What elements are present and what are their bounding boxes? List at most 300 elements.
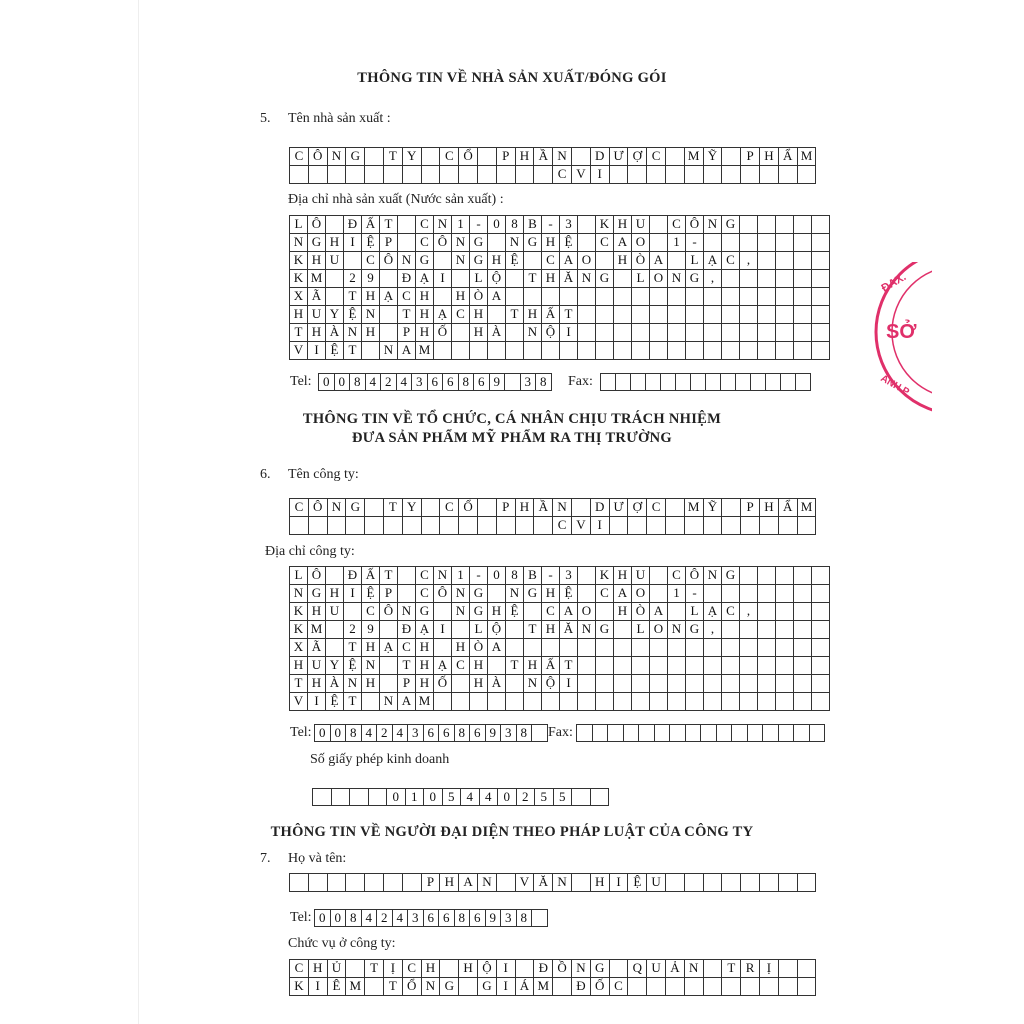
char-cell: N (379, 341, 398, 360)
char-cell (675, 373, 691, 391)
manufacturer-tel-grid (318, 373, 552, 391)
char-cell (684, 516, 704, 535)
full-name-label: Họ và tên: (288, 851, 347, 866)
char-cell: N (703, 566, 722, 585)
char-cell (757, 323, 776, 342)
char-cell (684, 873, 704, 892)
char-cell (439, 959, 459, 978)
char-cell: T (505, 305, 524, 324)
char-cell: Đ (397, 620, 416, 639)
char-cell (721, 323, 740, 342)
char-cell: Ệ (325, 341, 344, 360)
char-cell: Ồ (552, 959, 572, 978)
char-cell (577, 305, 596, 324)
char-cell (559, 287, 578, 306)
char-cell: C (721, 602, 740, 621)
char-cell: 1 (667, 584, 686, 603)
char-cell: H (415, 305, 434, 324)
char-cell: N (505, 233, 524, 252)
char-cell: 8 (349, 373, 366, 391)
char-cell: C (721, 251, 740, 270)
char-cell: 8 (505, 566, 524, 585)
char-cell (649, 638, 668, 657)
char-cell (797, 516, 817, 535)
char-cell (809, 724, 826, 742)
char-cell (631, 323, 650, 342)
char-cell: N (451, 233, 470, 252)
char-cell (646, 977, 666, 996)
char-cell: L (469, 620, 488, 639)
char-cell: B (523, 215, 542, 234)
char-cell (811, 584, 830, 603)
char-cell (703, 341, 722, 360)
char-cell (379, 323, 398, 342)
char-cell: T (523, 269, 542, 288)
char-cell: T (721, 959, 741, 978)
char-cell: N (361, 305, 380, 324)
char-cell: Ô (307, 215, 326, 234)
char-cell (364, 147, 384, 166)
char-cell: P (740, 147, 760, 166)
char-cell (739, 215, 758, 234)
char-cell: Ô (685, 566, 704, 585)
char-cell: 5 (534, 788, 554, 806)
char-cell: C (595, 233, 614, 252)
char-cell: 4 (361, 909, 378, 927)
char-cell (667, 323, 686, 342)
char-cell: H (487, 602, 506, 621)
char-cell (379, 305, 398, 324)
char-cell: N (421, 977, 441, 996)
char-cell (811, 341, 830, 360)
char-cell (665, 498, 685, 517)
char-cell (721, 165, 741, 184)
char-cell (721, 269, 740, 288)
char-cell: P (379, 584, 398, 603)
char-cell (649, 566, 668, 585)
char-cell (757, 215, 776, 234)
char-cell: 0 (386, 788, 406, 806)
char-cell: Ệ (361, 233, 380, 252)
char-cell (739, 656, 758, 675)
char-cell (541, 341, 560, 360)
char-cell (576, 724, 593, 742)
char-cell (811, 251, 830, 270)
char-cell: Đ (343, 215, 362, 234)
char-cell: H (590, 873, 610, 892)
char-cell (477, 147, 497, 166)
char-cell (703, 233, 722, 252)
char-cell (552, 977, 572, 996)
char-cell (325, 620, 344, 639)
char-cell (667, 305, 686, 324)
char-cell (312, 788, 332, 806)
char-cell: G (595, 620, 614, 639)
char-cell: Ă (559, 269, 578, 288)
char-cell (325, 566, 344, 585)
char-cell (421, 147, 441, 166)
char-cell (793, 323, 812, 342)
char-cell: 4 (479, 788, 499, 806)
char-cell: 8 (505, 215, 524, 234)
char-cell: H (759, 498, 779, 517)
char-cell: 1 (667, 233, 686, 252)
char-cell: N (451, 602, 470, 621)
char-cell: 9 (485, 724, 502, 742)
char-cell (685, 674, 704, 693)
char-cell: C (552, 516, 572, 535)
company-seal-fragment (862, 262, 932, 412)
char-cell: Ủ (327, 959, 347, 978)
char-cell (685, 656, 704, 675)
char-cell: Ă (533, 873, 553, 892)
char-cell (797, 165, 817, 184)
manufacturer-address-grid (289, 215, 830, 360)
char-cell: D (590, 147, 610, 166)
company-tel-label: Tel: (290, 725, 312, 740)
char-cell (397, 233, 416, 252)
char-cell (577, 215, 596, 234)
char-cell: H (415, 656, 434, 675)
business-license-grid (312, 788, 609, 806)
char-cell (439, 516, 459, 535)
char-cell: H (439, 873, 459, 892)
char-cell (379, 656, 398, 675)
char-cell: 8 (516, 724, 533, 742)
char-cell (345, 873, 365, 892)
char-cell (757, 692, 776, 711)
char-cell: , (739, 602, 758, 621)
char-cell: I (343, 233, 362, 252)
char-cell (458, 165, 478, 184)
char-cell: K (289, 620, 308, 639)
char-cell (703, 638, 722, 657)
char-cell: 6 (427, 373, 444, 391)
char-cell (703, 873, 723, 892)
char-cell: C (595, 584, 614, 603)
char-cell (505, 287, 524, 306)
char-cell (646, 516, 666, 535)
char-cell: 0 (330, 909, 347, 927)
char-cell (665, 873, 685, 892)
char-cell: V (571, 516, 591, 535)
char-cell (577, 656, 596, 675)
char-cell: M (307, 620, 326, 639)
char-cell: U (646, 873, 666, 892)
char-cell (778, 516, 798, 535)
char-cell: T (379, 566, 398, 585)
char-cell (571, 498, 591, 517)
char-cell (739, 584, 758, 603)
char-cell: 2 (376, 724, 393, 742)
char-cell (685, 341, 704, 360)
char-cell: À (325, 323, 344, 342)
char-cell: C (402, 959, 422, 978)
position-label: Chức vụ ở công ty: (288, 936, 396, 951)
char-cell (775, 287, 794, 306)
char-cell: T (379, 215, 398, 234)
char-cell (757, 251, 776, 270)
char-cell: G (477, 977, 497, 996)
char-cell (577, 341, 596, 360)
char-cell: N (703, 215, 722, 234)
char-cell (721, 692, 740, 711)
char-cell: A (559, 251, 578, 270)
char-cell (630, 373, 646, 391)
char-cell: G (307, 233, 326, 252)
char-cell: R (740, 959, 760, 978)
char-cell: Ộ (487, 620, 506, 639)
char-cell (646, 165, 666, 184)
char-cell: G (523, 584, 542, 603)
char-cell: I (307, 341, 326, 360)
char-cell: T (383, 498, 403, 517)
char-cell: G (469, 251, 488, 270)
char-cell (740, 873, 760, 892)
char-cell (577, 692, 596, 711)
char-cell: I (343, 584, 362, 603)
char-cell (811, 566, 830, 585)
heading-legal-representative: THÔNG TIN VỀ NGƯỜI ĐẠI DIỆN THEO PHÁP LUẬT CỦA CÔNG TY (270, 824, 754, 840)
char-cell (775, 215, 794, 234)
char-cell: 4 (460, 788, 480, 806)
char-cell: N (397, 602, 416, 621)
char-cell: C (289, 959, 309, 978)
char-cell: G (595, 269, 614, 288)
char-cell (775, 620, 794, 639)
char-cell (345, 959, 365, 978)
char-cell (649, 305, 668, 324)
char-cell (496, 165, 516, 184)
char-cell: N (361, 656, 380, 675)
char-cell: N (451, 584, 470, 603)
char-cell (811, 323, 830, 342)
char-cell: - (685, 233, 704, 252)
char-cell: H (361, 287, 380, 306)
char-cell: A (559, 602, 578, 621)
char-cell (703, 977, 723, 996)
char-cell: T (383, 147, 403, 166)
char-cell (793, 724, 810, 742)
char-cell: Á (515, 977, 535, 996)
char-cell (383, 165, 403, 184)
char-cell: Ầ (533, 147, 553, 166)
char-cell: G (307, 584, 326, 603)
char-cell: 3 (411, 373, 428, 391)
char-cell: C (646, 498, 666, 517)
char-cell (638, 724, 655, 742)
char-cell (660, 373, 676, 391)
char-cell (757, 305, 776, 324)
char-cell: H (308, 959, 328, 978)
char-cell: 6 (473, 373, 490, 391)
char-cell (793, 215, 812, 234)
char-cell (793, 287, 812, 306)
char-cell (289, 873, 309, 892)
char-cell (559, 341, 578, 360)
char-cell (703, 656, 722, 675)
char-cell (402, 873, 422, 892)
char-cell: L (469, 269, 488, 288)
char-cell (793, 584, 812, 603)
char-cell: 3 (559, 215, 578, 234)
char-cell: 9 (361, 269, 380, 288)
char-cell (793, 674, 812, 693)
char-cell: 8 (535, 373, 552, 391)
char-cell: 1 (451, 215, 470, 234)
char-cell (793, 341, 812, 360)
char-cell: L (631, 620, 650, 639)
char-cell: H (541, 233, 560, 252)
char-cell (595, 674, 614, 693)
char-cell: Y (402, 498, 422, 517)
char-cell (421, 165, 441, 184)
char-cell: H (469, 305, 488, 324)
char-cell (343, 602, 362, 621)
char-cell (325, 287, 344, 306)
char-cell: N (552, 147, 572, 166)
char-cell (667, 251, 686, 270)
char-cell (541, 287, 560, 306)
char-cell (649, 233, 668, 252)
char-cell: Ô (433, 584, 452, 603)
char-cell: Ư (609, 147, 629, 166)
char-cell: O (649, 620, 668, 639)
char-cell (595, 305, 614, 324)
char-cell (703, 959, 723, 978)
char-cell: - (685, 584, 704, 603)
char-cell: T (364, 959, 384, 978)
heading-manufacturer: THÔNG TIN VỀ NHÀ SẢN XUẤT/ĐÓNG GÓI (357, 70, 667, 86)
char-cell: C (439, 498, 459, 517)
char-cell (811, 638, 830, 657)
char-cell: 4 (396, 373, 413, 391)
char-cell: N (571, 959, 591, 978)
char-cell (577, 233, 596, 252)
char-cell: Y (325, 656, 344, 675)
char-cell (793, 602, 812, 621)
heading-responsible-line2: ĐƯA SẢN PHẨM MỸ PHẨM RA THỊ TRƯỜNG (352, 430, 672, 446)
char-cell (308, 516, 328, 535)
char-cell (627, 165, 647, 184)
char-cell (765, 373, 781, 391)
char-cell: G (345, 498, 365, 517)
char-cell (775, 251, 794, 270)
char-cell (505, 269, 524, 288)
char-cell (559, 638, 578, 657)
char-cell: Ô (308, 147, 328, 166)
char-cell: Ô (379, 602, 398, 621)
char-cell: Ố (590, 977, 610, 996)
char-cell: Ổ (458, 498, 478, 517)
char-cell: H (451, 638, 470, 657)
char-cell: 6 (423, 724, 440, 742)
char-cell: H (613, 251, 632, 270)
char-cell: C (541, 602, 560, 621)
char-cell (649, 692, 668, 711)
char-cell: C (451, 305, 470, 324)
char-cell (665, 165, 685, 184)
char-cell (402, 165, 422, 184)
char-cell (811, 215, 830, 234)
char-cell (739, 620, 758, 639)
char-cell: B (523, 566, 542, 585)
heading-responsible-line1: THÔNG TIN VỀ TỔ CHỨC, CÁ NHÂN CHỊU TRÁCH NHIỆM (302, 411, 722, 427)
char-cell (477, 516, 497, 535)
company-address-grid (289, 566, 830, 711)
char-cell (649, 287, 668, 306)
char-cell: Ạ (433, 305, 452, 324)
char-cell (665, 147, 685, 166)
char-cell (364, 516, 384, 535)
char-cell: , (739, 251, 758, 270)
char-cell: Ẩ (778, 498, 798, 517)
char-cell (685, 287, 704, 306)
char-cell (458, 977, 478, 996)
char-cell (487, 692, 506, 711)
char-cell (793, 638, 812, 657)
char-cell (595, 638, 614, 657)
char-cell (757, 269, 776, 288)
char-cell: C (415, 233, 434, 252)
char-cell (451, 674, 470, 693)
char-cell: Ạ (703, 602, 722, 621)
char-cell (595, 656, 614, 675)
char-cell (559, 692, 578, 711)
char-cell (775, 305, 794, 324)
char-cell: G (439, 977, 459, 996)
char-cell (654, 724, 671, 742)
char-cell: Ạ (415, 269, 434, 288)
char-cell (609, 165, 629, 184)
char-cell: V (571, 165, 591, 184)
char-cell (595, 323, 614, 342)
char-cell: Ạ (703, 251, 722, 270)
char-cell: L (289, 215, 308, 234)
char-cell: Ệ (361, 584, 380, 603)
char-cell: N (477, 873, 497, 892)
char-cell (667, 674, 686, 693)
char-cell: C (609, 977, 629, 996)
char-cell: H (541, 269, 560, 288)
char-cell (515, 165, 535, 184)
char-cell (523, 287, 542, 306)
char-cell (505, 674, 524, 693)
char-cell (571, 873, 591, 892)
char-cell: U (631, 215, 650, 234)
char-cell (345, 165, 365, 184)
char-cell: N (577, 620, 596, 639)
char-cell: H (541, 584, 560, 603)
char-cell: N (343, 323, 362, 342)
char-cell: H (325, 584, 344, 603)
char-cell: À (487, 323, 506, 342)
char-cell: V (289, 692, 308, 711)
char-cell (631, 656, 650, 675)
char-cell: 2 (380, 373, 397, 391)
char-cell: 8 (345, 909, 362, 927)
char-cell (778, 165, 798, 184)
char-cell: Ệ (559, 584, 578, 603)
char-cell: H (613, 215, 632, 234)
char-cell (739, 233, 758, 252)
char-cell (757, 287, 776, 306)
char-cell (613, 341, 632, 360)
char-cell (757, 656, 776, 675)
char-cell: H (307, 251, 326, 270)
char-cell (613, 287, 632, 306)
char-cell: Ấ (361, 566, 380, 585)
